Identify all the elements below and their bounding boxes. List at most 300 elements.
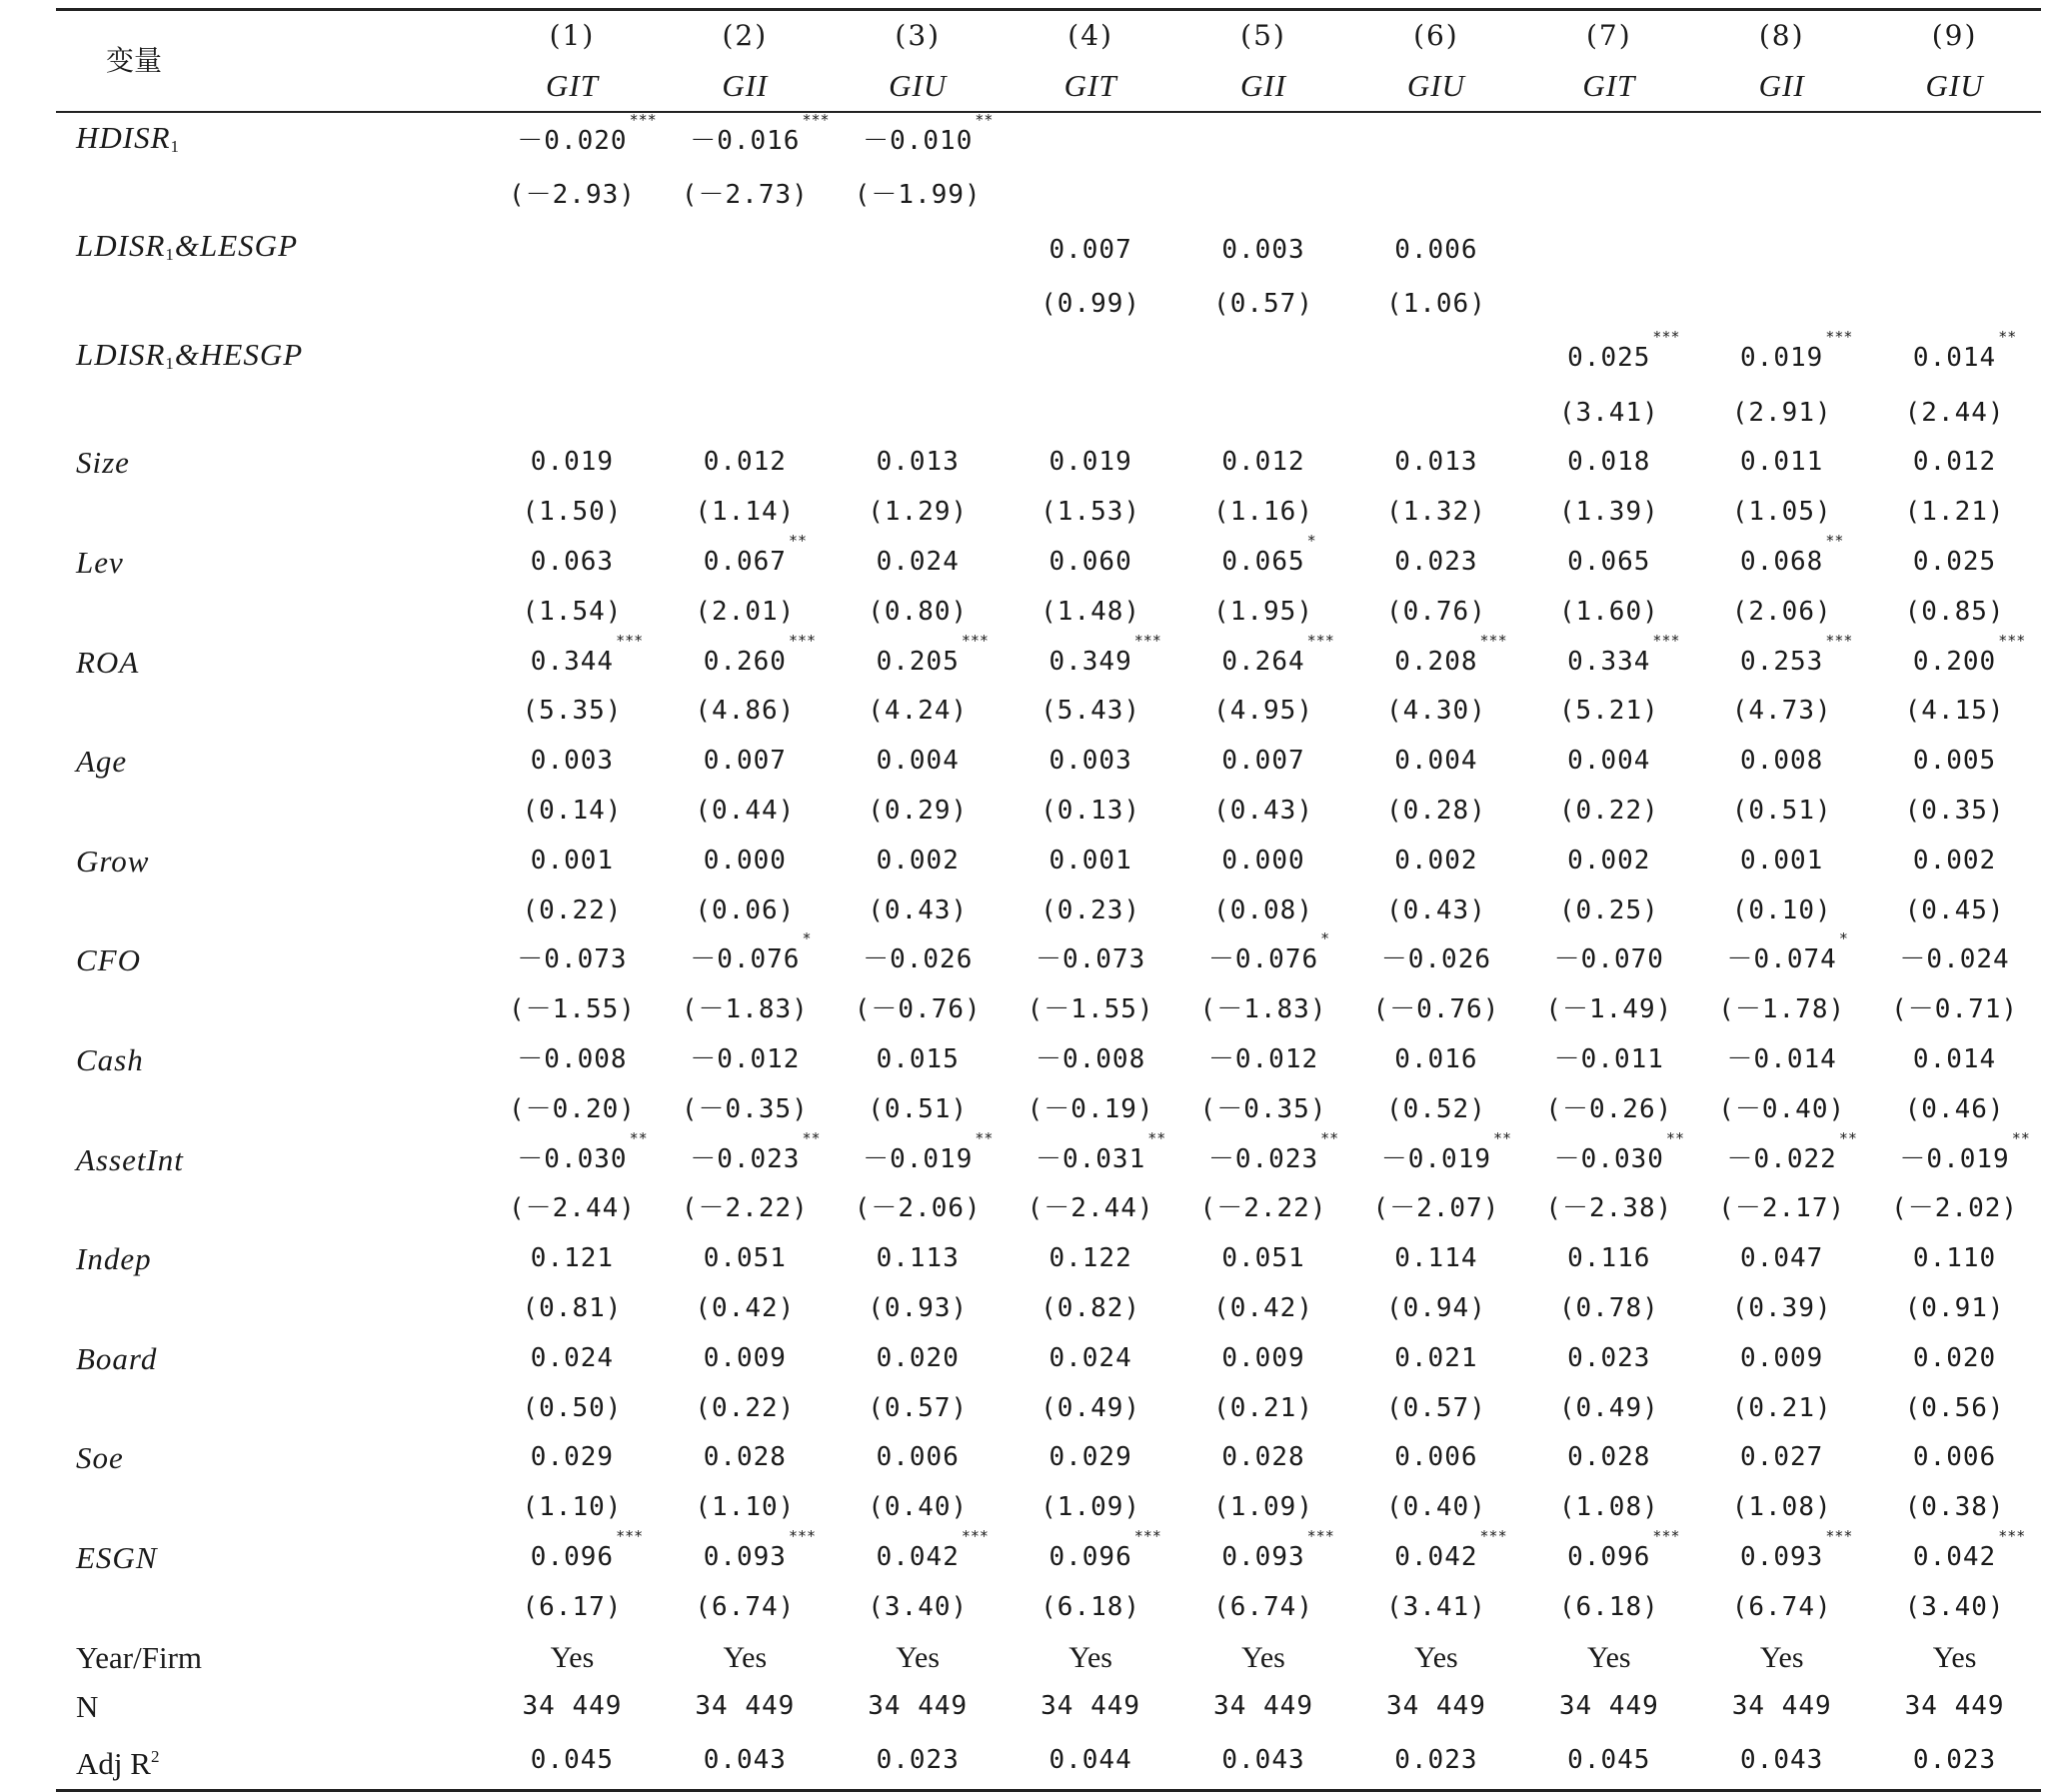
coefficient-row (56, 330, 2041, 389)
t-statistic-cell: (－1.78) (1718, 994, 1846, 1025)
t-statistic-cell: (－0.20) (508, 1093, 636, 1124)
t-statistic-cell: (5.35) (522, 696, 623, 727)
t-statistic-cell: (1.10) (522, 1492, 623, 1523)
variable-label (56, 1334, 486, 1384)
coefficient-value: －0.023 ** (1207, 1128, 1339, 1174)
t-statistic-cell: (0.22) (1558, 795, 1659, 826)
coefficient-value: 0.029 (1048, 1442, 1132, 1473)
variable-name: CFO (76, 942, 141, 978)
coefficient-cell (1868, 737, 2041, 787)
variable-label-empty (56, 1284, 486, 1334)
t-statistic-cell: (1.21) (1904, 497, 2005, 528)
t-statistic-cell: (－1.49) (1545, 994, 1673, 1025)
variable-name: Soe (76, 1440, 124, 1476)
coefficient-value: 0.004 (876, 746, 960, 777)
coefficient-cell (1005, 221, 1177, 280)
coefficient-cell (1695, 330, 1868, 389)
coefficient-cell (1522, 737, 1695, 787)
fixed-effects-cell: Yes (550, 1640, 595, 1674)
t-statistic-cell: (6.74) (1731, 1591, 1832, 1622)
coefficient-row (56, 221, 2041, 280)
t-statistic-cell (1695, 280, 1868, 330)
coefficient-cell (659, 1128, 832, 1185)
significance-stars: *** (1306, 1526, 1334, 1545)
coefficient-cell (486, 221, 659, 280)
t-statistic-cell: (0.51) (1731, 795, 1832, 826)
coefficient-cell (832, 1526, 1005, 1583)
observations-cell: 34 449 (1558, 1691, 1659, 1722)
coefficient-cell (1868, 1035, 2041, 1085)
variable-name: LDISR (76, 228, 166, 264)
variable-label (56, 1533, 486, 1583)
t-statistic-cell (659, 280, 832, 330)
coefficient-cell (1177, 631, 1350, 688)
t-statistic-cell: (1.29) (868, 497, 969, 528)
coefficient-value: －0.012 (690, 1043, 801, 1074)
significance-stars: ** (1998, 328, 2017, 347)
t-statistic-cell (486, 389, 659, 439)
regression-table-container (56, 8, 2041, 1792)
variable-label (56, 221, 486, 280)
variable-label-empty (56, 1483, 486, 1533)
coefficient-value: 0.025 (1912, 546, 1997, 577)
t-statistic-cell: (0.40) (1385, 1492, 1486, 1523)
t-statistic-row (56, 280, 2041, 330)
coefficient-value: 0.093 *** (703, 1526, 817, 1572)
t-statistic-cell: (－2.07) (1372, 1193, 1500, 1224)
coefficient-value: 0.001 (1740, 845, 1824, 876)
coefficient-value: －0.026 (863, 944, 974, 975)
coefficient-cell (659, 1526, 832, 1583)
coefficient-cell (1695, 438, 1868, 488)
significance-stars: *** (1479, 631, 1507, 650)
coefficient-value: 0.003 (1048, 746, 1132, 777)
variable-column-header: 变量 (106, 43, 163, 77)
coefficient-cell (1349, 1334, 1522, 1384)
t-statistic-cell: (－2.73) (681, 180, 809, 211)
t-statistic-cell: (0.40) (868, 1492, 969, 1523)
coefficient-value: 0.264 *** (1221, 631, 1334, 677)
coefficient-cell (1005, 837, 1177, 887)
t-statistic-cell: (－0.35) (681, 1093, 809, 1124)
significance-stars: ** (629, 1128, 648, 1147)
coefficient-cell (1868, 1526, 2041, 1583)
coefficient-row (56, 1433, 2041, 1483)
variable-name: Grow (76, 843, 150, 879)
coefficient-cell (659, 929, 832, 985)
coefficient-cell (1005, 935, 1177, 985)
t-statistic-cell: (1.53) (1040, 497, 1141, 528)
t-statistic-cell: (0.51) (868, 1093, 969, 1124)
coefficient-cell (1005, 438, 1177, 488)
coefficient-value: 0.027 (1740, 1442, 1824, 1473)
t-statistic-cell: (0.29) (868, 795, 969, 826)
adj-r2-label (56, 1732, 486, 1790)
coefficient-cell (486, 112, 659, 172)
t-statistic-cell: (0.57) (1213, 288, 1313, 319)
coefficient-value: 0.344 *** (530, 631, 644, 677)
column-number-6: (6) (1413, 19, 1459, 52)
column-dependent-variable-6: GIU (1406, 67, 1465, 103)
variable-label-empty (56, 1384, 486, 1434)
coefficient-value: 0.096 *** (1048, 1526, 1161, 1572)
coefficient-row (56, 1334, 2041, 1384)
column-number-8: (8) (1758, 19, 1805, 52)
observations-cell: 34 449 (1731, 1691, 1832, 1722)
coefficient-value: 0.113 (876, 1243, 960, 1274)
t-statistic-cell: (1.54) (522, 596, 623, 627)
t-statistic-row (56, 787, 2041, 837)
coefficient-value: 0.001 (1048, 845, 1132, 876)
coefficient-value: 0.000 (703, 845, 787, 876)
t-statistic-cell: (0.94) (1385, 1292, 1486, 1323)
coefficient-value: －0.024 (1899, 944, 2010, 975)
coefficient-row (56, 935, 2041, 985)
coefficient-cell (1005, 112, 1177, 172)
coefficient-cell (1005, 631, 1177, 688)
fixed-effects-cell: Yes (1759, 1640, 1804, 1674)
t-statistic-cell: (0.42) (695, 1292, 796, 1323)
coefficient-cell (1005, 1334, 1177, 1384)
column-number-3: (3) (895, 19, 942, 52)
coefficient-value: 0.009 (1221, 1342, 1305, 1373)
coefficient-cell (1695, 1234, 1868, 1284)
adj-r2-superscript: 2 (150, 1747, 160, 1767)
coefficient-value: 0.029 (530, 1442, 615, 1473)
coefficient-value: 0.002 (876, 845, 960, 876)
coefficient-cell (1868, 1234, 2041, 1284)
t-statistic-cell: (0.50) (522, 1392, 623, 1423)
coefficient-cell (1005, 1035, 1177, 1085)
t-statistic-cell (1868, 280, 2041, 330)
coefficient-row (56, 1135, 2041, 1185)
t-statistic-cell: (2.44) (1904, 397, 2005, 428)
coefficient-cell (486, 737, 659, 787)
coefficient-cell (1522, 1334, 1695, 1384)
coefficient-value: 0.019 *** (1740, 328, 1853, 374)
t-statistic-cell: (0.06) (695, 895, 796, 925)
coefficient-value: 0.023 (1394, 546, 1478, 577)
variable-label (56, 1035, 486, 1085)
t-statistic-row (56, 1384, 2041, 1434)
coefficient-cell (1349, 631, 1522, 688)
t-statistic-cell: (0.14) (522, 795, 623, 826)
t-statistic-cell: (2.06) (1731, 596, 1832, 627)
coefficient-cell (659, 1234, 832, 1284)
coefficient-value: 0.009 (703, 1342, 787, 1373)
coefficient-cell (1349, 1234, 1522, 1284)
column-dependent-variable-9: GIU (1925, 67, 1984, 103)
t-statistic-cell: (－2.22) (681, 1193, 809, 1224)
coefficient-value: －0.008 (1034, 1043, 1146, 1074)
coefficient-value: 0.015 (876, 1043, 960, 1074)
coefficient-cell (659, 531, 832, 588)
variable-label (56, 638, 486, 688)
t-statistic-cell: (－0.76) (1372, 994, 1500, 1025)
significance-stars: ** (1838, 1128, 1857, 1147)
variable-label-empty (56, 887, 486, 936)
coefficient-value: －0.030 ** (1553, 1128, 1684, 1174)
t-statistic-cell: (0.13) (1040, 795, 1141, 826)
coefficient-cell (1005, 1433, 1177, 1483)
coefficient-value: 0.020 (876, 1342, 960, 1373)
t-statistic-cell (1005, 171, 1177, 221)
fixed-effects-label: Year/Firm (76, 1639, 203, 1675)
t-statistic-cell: (3.40) (868, 1591, 969, 1622)
variable-subscript: 1 (165, 245, 175, 265)
coefficient-cell (1522, 1526, 1695, 1583)
t-statistic-cell (832, 280, 1005, 330)
t-statistic-cell: (0.10) (1731, 895, 1832, 925)
coefficient-value: －0.008 (517, 1043, 628, 1074)
coefficient-cell (1177, 330, 1350, 389)
coefficient-value: 0.260 *** (703, 631, 817, 677)
variable-name: Lev (76, 544, 124, 580)
coefficient-value: 0.003 (1221, 234, 1305, 265)
t-statistic-cell (1349, 171, 1522, 221)
adj-r2-cell: 0.023 (1394, 1744, 1478, 1775)
coefficient-cell (1349, 737, 1522, 787)
coefficient-cell (1868, 1334, 2041, 1384)
variable-label (56, 1234, 486, 1284)
coefficient-cell (832, 1035, 1005, 1085)
coefficient-cell (1522, 935, 1695, 985)
coefficient-value: 0.068 ** (1740, 531, 1844, 577)
coefficient-cell (486, 631, 659, 688)
t-statistic-cell (1522, 280, 1695, 330)
coefficient-value: －0.074 * (1726, 929, 1848, 975)
t-statistic-cell: (1.48) (1040, 596, 1141, 627)
column-number-5: (5) (1240, 19, 1286, 52)
coefficient-value: －0.019 ** (1380, 1128, 1512, 1174)
fixed-effects-row (56, 1633, 2041, 1683)
coefficient-value: 0.093 *** (1221, 1526, 1334, 1572)
coefficient-value: 0.051 (703, 1243, 787, 1274)
t-statistic-cell: (1.08) (1731, 1492, 1832, 1523)
t-statistic-cell: (－2.44) (1026, 1193, 1154, 1224)
t-statistic-cell: (－2.38) (1545, 1193, 1673, 1224)
coefficient-cell (1349, 1035, 1522, 1085)
coefficient-cell (1868, 631, 2041, 688)
variable-label (56, 438, 486, 488)
t-statistic-cell: (－2.06) (854, 1193, 982, 1224)
t-statistic-cell (1005, 389, 1177, 439)
observations-cell: 34 449 (695, 1691, 796, 1722)
variable-name: ESGN (76, 1539, 158, 1575)
observations-cell: 34 449 (522, 1691, 623, 1722)
t-statistic-cell: (0.44) (695, 795, 796, 826)
coefficient-value: －0.011 (1553, 1043, 1664, 1074)
coefficient-cell (1177, 1035, 1350, 1085)
variable-label-empty (56, 1583, 486, 1633)
adj-r2-text: Adj R (76, 1746, 151, 1782)
t-statistic-cell: (6.18) (1040, 1591, 1141, 1622)
t-statistic-cell: (1.50) (522, 497, 623, 528)
significance-stars: *** (1133, 631, 1161, 650)
coefficient-value: －0.030 ** (517, 1128, 648, 1174)
coefficient-cell (1177, 1433, 1350, 1483)
coefficient-cell (486, 935, 659, 985)
coefficient-value: 0.116 (1567, 1243, 1651, 1274)
coefficient-cell (1868, 1128, 2041, 1185)
t-statistic-cell: (0.81) (522, 1292, 623, 1323)
coefficient-value: 0.021 (1394, 1342, 1478, 1373)
t-statistic-row (56, 985, 2041, 1035)
observations-row (56, 1682, 2041, 1732)
column-number-2: (2) (722, 19, 769, 52)
coefficient-cell (1695, 837, 1868, 887)
adj-r2-cell: 0.045 (530, 1744, 615, 1775)
observations-label: N (76, 1689, 99, 1725)
coefficient-cell (1177, 737, 1350, 787)
coefficient-cell (1005, 538, 1177, 588)
variable-suffix: &HESGP (174, 336, 304, 372)
t-statistic-row (56, 1184, 2041, 1234)
variable-subscript: 1 (165, 353, 175, 373)
coefficient-cell (1522, 330, 1695, 389)
t-statistic-cell: (1.14) (695, 497, 796, 528)
coefficient-cell (1005, 1234, 1177, 1284)
coefficient-value: 0.121 (530, 1243, 615, 1274)
t-statistic-cell: (0.85) (1904, 596, 2005, 627)
fixed-effects-cell: Yes (1414, 1640, 1458, 1674)
variable-label-empty (56, 1085, 486, 1135)
coefficient-value: 0.028 (703, 1442, 787, 1473)
t-statistic-cell (659, 389, 832, 439)
coefficient-value: 0.051 (1221, 1243, 1305, 1274)
coefficient-value: 0.024 (1048, 1342, 1132, 1373)
t-statistic-cell: (6.74) (695, 1591, 796, 1622)
significance-stars: ** (975, 1128, 994, 1147)
coefficient-value: －0.019 ** (863, 1128, 994, 1174)
coefficient-cell (1695, 1128, 1868, 1185)
significance-stars: ** (1665, 1128, 1684, 1147)
t-statistic-cell: (4.24) (868, 696, 969, 727)
significance-stars: *** (616, 1526, 644, 1545)
t-statistic-cell: (1.39) (1558, 497, 1659, 528)
variable-label (56, 112, 486, 172)
coefficient-value: 0.011 (1740, 447, 1824, 478)
coefficient-cell (1349, 837, 1522, 887)
t-statistic-cell: (1.16) (1213, 497, 1313, 528)
coefficient-cell (832, 221, 1005, 280)
significance-stars: * (1306, 531, 1316, 550)
coefficient-cell (1005, 1128, 1177, 1185)
coefficient-cell (659, 112, 832, 172)
variable-label (56, 837, 486, 887)
coefficient-value: 0.042 *** (1912, 1526, 2026, 1572)
significance-stars: *** (1998, 1526, 2026, 1545)
coefficient-cell (486, 538, 659, 588)
coefficient-value: －0.076 * (1207, 929, 1330, 975)
variable-suffix: &LESGP (174, 228, 299, 264)
column-number-9: (9) (1931, 19, 1978, 52)
coefficient-cell (1868, 837, 2041, 887)
coefficient-value: 0.018 (1567, 447, 1651, 478)
significance-stars: ** (788, 531, 808, 550)
coefficient-value: 0.024 (876, 546, 960, 577)
significance-stars: ** (1147, 1128, 1166, 1147)
coefficient-cell (1349, 1526, 1522, 1583)
coefficient-cell (1522, 112, 1695, 172)
coefficient-cell (1522, 837, 1695, 887)
t-statistic-cell: (0.52) (1385, 1093, 1486, 1124)
observations-cell: 34 449 (1213, 1691, 1313, 1722)
variable-label (56, 737, 486, 787)
coefficient-value: 0.000 (1221, 845, 1305, 876)
t-statistic-cell (1177, 171, 1350, 221)
t-statistic-cell: (1.09) (1213, 1492, 1313, 1523)
significance-stars: *** (1825, 328, 1853, 347)
coefficient-value: 0.096 *** (1567, 1526, 1680, 1572)
coefficient-cell (832, 1334, 1005, 1384)
coefficient-row (56, 1533, 2041, 1583)
variable-label-empty (56, 389, 486, 439)
t-statistic-cell: (－2.22) (1199, 1193, 1327, 1224)
t-statistic-cell (1349, 389, 1522, 439)
coefficient-cell (1522, 631, 1695, 688)
coefficient-value: 0.063 (530, 546, 615, 577)
significance-stars: ** (802, 1128, 821, 1147)
variable-label (56, 538, 486, 588)
coefficient-value: 0.014 (1912, 1043, 1997, 1074)
coefficient-value: －0.012 (1207, 1043, 1319, 1074)
coefficient-value: 0.014 ** (1912, 328, 2017, 374)
coefficient-cell (1005, 330, 1177, 389)
coefficient-value: 0.028 (1567, 1442, 1651, 1473)
t-statistic-cell: (4.73) (1731, 696, 1832, 727)
coefficient-value: 0.008 (1740, 746, 1824, 777)
table-header (56, 10, 2041, 112)
coefficient-cell (1349, 438, 1522, 488)
fixed-effects-cell: Yes (1932, 1640, 1977, 1674)
t-statistic-cell: (6.74) (1213, 1591, 1313, 1622)
adj-r2-cell: 0.043 (1740, 1744, 1824, 1775)
coefficient-cell (1005, 737, 1177, 787)
coefficient-cell (1695, 221, 1868, 280)
column-number-1: (1) (549, 19, 596, 52)
coefficient-value: 0.028 (1221, 1442, 1305, 1473)
variable-label (56, 1433, 486, 1483)
coefficient-cell (1522, 538, 1695, 588)
coefficient-value: －0.022 ** (1726, 1128, 1857, 1174)
t-statistic-cell: (－0.76) (854, 994, 982, 1025)
t-statistic-cell: (0.21) (1731, 1392, 1832, 1423)
coefficient-cell (659, 631, 832, 688)
t-statistic-cell: (0.80) (868, 596, 969, 627)
t-statistic-cell: (1.32) (1385, 497, 1486, 528)
t-statistic-cell: (3.40) (1904, 1591, 2005, 1622)
significance-stars: *** (1479, 1526, 1507, 1545)
coefficient-cell (1695, 1035, 1868, 1085)
coefficient-cell (832, 1234, 1005, 1284)
coefficient-cell (659, 438, 832, 488)
coefficient-cell (486, 1526, 659, 1583)
fixed-effects-cell: Yes (723, 1640, 768, 1674)
coefficient-value: 0.060 (1048, 546, 1132, 577)
t-statistic-row (56, 1085, 2041, 1135)
t-statistic-cell: (2.91) (1731, 397, 1832, 428)
coefficient-value: 0.208 *** (1394, 631, 1507, 677)
coefficient-cell (1868, 538, 2041, 588)
variable-label-empty (56, 787, 486, 837)
t-statistic-cell (1695, 171, 1868, 221)
coefficient-value: 0.110 (1912, 1243, 1997, 1274)
significance-stars: *** (616, 631, 644, 650)
coefficient-value: 0.065 * (1221, 531, 1316, 577)
coefficient-row (56, 837, 2041, 887)
coefficient-value: 0.019 (1048, 447, 1132, 478)
